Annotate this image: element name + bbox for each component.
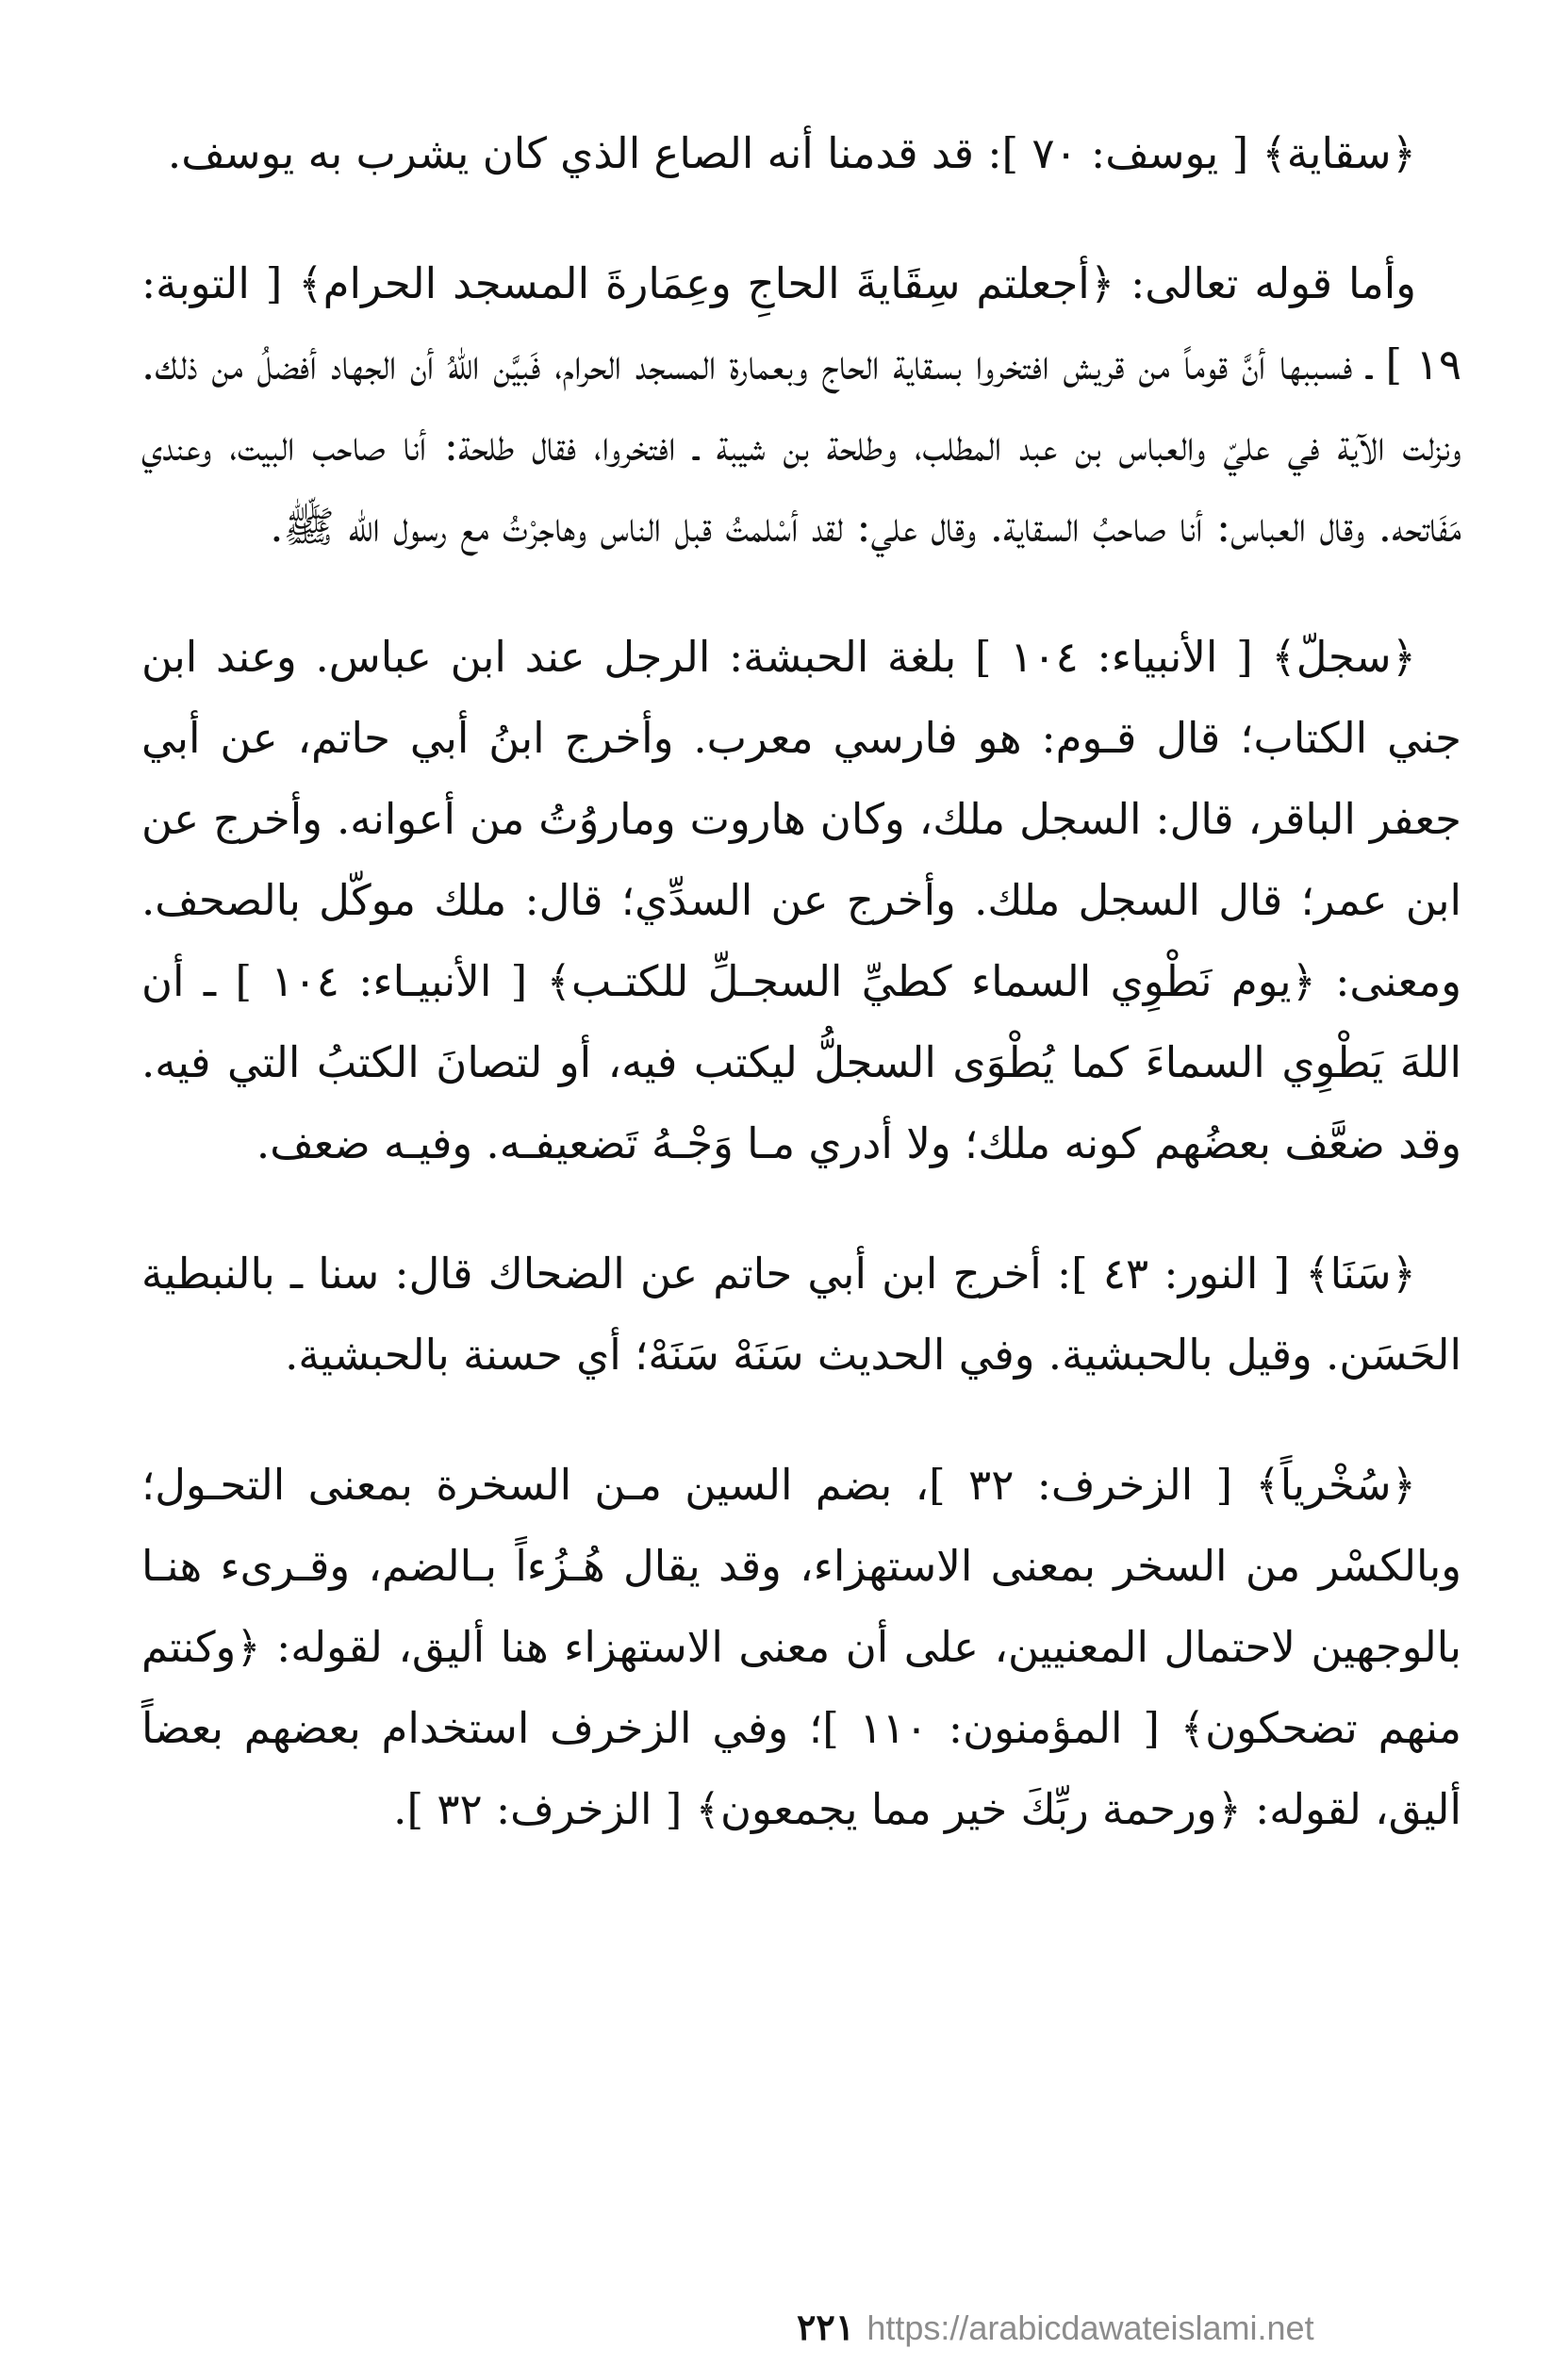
page-footer [797, 2306, 1314, 2348]
book-page [141, 94, 1461, 2282]
entry-sijill: ﴿سجلّ﴾ [ الأنبياء: ١٠٤ ] بلغة الحبشة: الرجل عند ابن عباس. وعند ابن جني الكتاب؛ قال قـوم: هو فارسي معرب. وأخرج ابنُ أبي حاتم، عن أبي جعفر الباقر، قال: السجل ملك، وكان هاروت وماروُتُ من أعوانه. وأخرج عن ابن عمر؛ قال السجل ملك. وأخرج عن السدِّي؛ قال: ملك موكّل بالصحف. ومعنى: ﴿يوم نَطْوِي السماء كطيِّ السجـلِّ للكتـب﴾ [ الأنبيـاء: ١٠٤ ] ـ أن اللهَ يَطْوِي السماءَ كما يُطْوَى السجلُّ ليكتب فيه، أو لتصانَ الكتبُ التي فيه. وقد ضعَّف بعضُهم كونه ملك؛ ولا أدري مـا وَجْـهُ تَضعيفـه. وفيـه ضعف. [141, 632, 1461, 1168]
entry-saqaya: ﴿سقاية﴾ [ يوسف: ٧٠ ]: قد قدمنا أنه الصاع الذي كان يشرب به يوسف. [167, 128, 1416, 178]
watermark-url: https://arabicdawateislami.net [867, 2308, 1314, 2347]
page-number: ٢٢١ [797, 2306, 855, 2348]
entry-tawba-verse: وأما قوله تعالى: ﴿أجعلتم سِقَايةَ الحاجِ وعِمَارةَ المسجد الحرام﴾ [ التوبة: ١٩ ] ـ فسببها أنَّ قوماً من قريش افتخروا بسقاية الحاج وبعمارة المسجد الحرام، فَبيَّن اللهُ أن الجهاد أفضلُ من ذلك. ونزلت الآية في عليّ والعباس بن عبد المطلب، وطلحة بن شيبة ـ افتخروا، فقال طلحة: أنا صاحب البيت، وعندي مَفَاتحه. وقال العباس: أنا صاحبُ السقاية. وقال علي: لقد أسْلمتُ قبل الناس وهاجرْتُ مع رسول الله ﷺ. [141, 258, 1461, 552]
entry-sukhriyya: ﴿سُخْرياً﴾ [ الزخرف: ٣٢ ]، بضم السين مـن السخرة بمعنى التحـول؛ وبالكسْر من السخر بمعنى الاستهزاء، وقد يقال هُـزُءاً بـالضم، وقـرىء هنـا بالوجهين لاحتمال المعنيين، على أن معنى الاستهزاء هنا أليق، لقوله: ﴿وكنتم منهم تضحكون﴾ [ المؤمنون: ١١٠ ]؛ وفي الزخرف استخدام بعضهم بعضاً أليق، لقوله: ﴿ورحمة ربِّكَ خير مما يجمعون﴾ [ الزخرف: ٣٢ ]. [141, 1460, 1462, 1834]
entry-sana: ﴿سَنَا﴾ [ النور: ٤٣ ]: أخرج ابن أبي حاتم عن الضحاك قال: سنا ـ بالنبطية الحَسَن. وقيل بالحبشية. وفي الحديث سَنَهْ سَنَهْ؛ أي حسنة بالحبشية. [141, 1249, 1461, 1380]
